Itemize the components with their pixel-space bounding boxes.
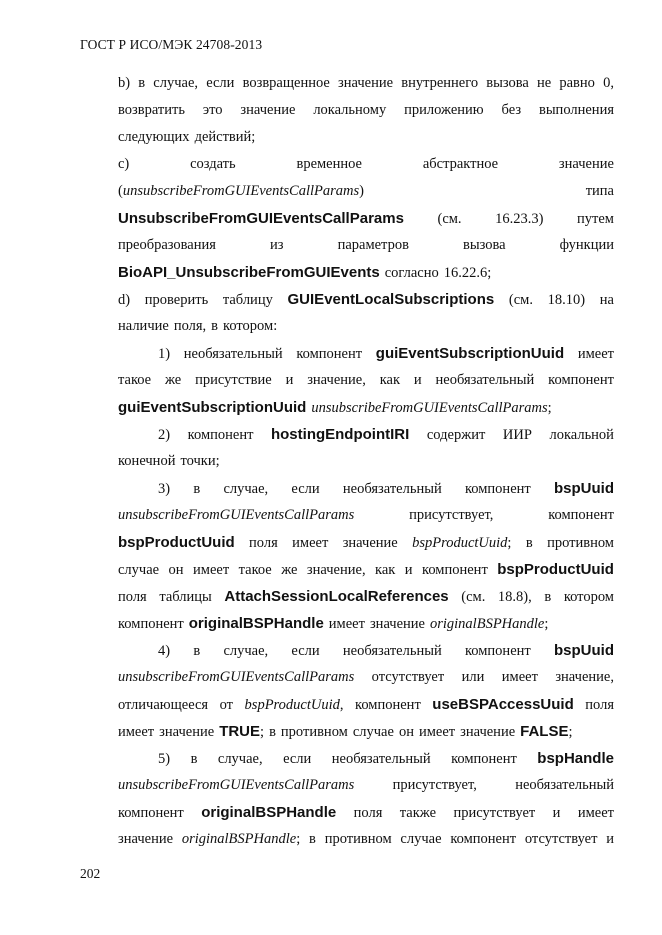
word: от xyxy=(219,697,234,713)
word: случае, xyxy=(153,75,199,91)
word: котором: xyxy=(223,318,278,334)
word: необязательный xyxy=(342,643,442,659)
word: имеет xyxy=(501,669,538,685)
word: отсутствует xyxy=(371,669,445,685)
word: таблицы xyxy=(159,589,212,605)
word: путем xyxy=(577,211,614,227)
word: если xyxy=(283,751,312,767)
word: имеет xyxy=(577,346,614,362)
word: в xyxy=(544,589,552,605)
word: необязательный xyxy=(183,346,283,362)
word: b) xyxy=(118,75,131,91)
document-body xyxy=(118,70,614,853)
text-line xyxy=(118,367,614,394)
text-line xyxy=(118,178,614,205)
word: в xyxy=(309,831,316,847)
word: значение xyxy=(369,616,425,632)
word: случае xyxy=(352,724,394,740)
word: в xyxy=(138,75,146,91)
word: отличающееся xyxy=(118,697,209,713)
word: и xyxy=(552,805,561,821)
word: локальному xyxy=(313,102,387,118)
text-line xyxy=(118,286,614,313)
word: компонент xyxy=(464,643,531,659)
word: компонент xyxy=(422,562,488,578)
word: значение, xyxy=(555,669,614,685)
word: 3) xyxy=(158,481,171,497)
text-line xyxy=(118,70,614,97)
text-line xyxy=(118,97,614,124)
word: необязательный xyxy=(342,481,442,497)
word: и xyxy=(404,562,413,578)
word: действий; xyxy=(194,129,256,145)
word: 16.23.3) xyxy=(495,211,544,227)
text-line xyxy=(118,772,614,799)
word: необязательный xyxy=(331,751,431,767)
word: или xyxy=(461,669,485,685)
word: 16.22.6; xyxy=(443,265,492,281)
word: поля xyxy=(585,697,614,713)
text-line xyxy=(118,799,614,826)
word: проверить xyxy=(144,292,209,308)
word: такое xyxy=(118,372,152,388)
word: в xyxy=(193,481,201,497)
word: поля xyxy=(118,589,147,605)
word: не xyxy=(537,75,552,91)
word: если xyxy=(291,643,320,659)
word: если xyxy=(291,481,320,497)
word: bspProductUuid; xyxy=(412,535,512,551)
word: и xyxy=(606,831,614,847)
word: значение xyxy=(338,75,394,91)
word: bspProductUuid, xyxy=(244,697,344,713)
word: он xyxy=(168,562,184,578)
text-line xyxy=(118,502,614,529)
page-number: 202 xyxy=(80,866,101,881)
word: как xyxy=(375,562,396,578)
word: компонент xyxy=(355,697,421,713)
text-line xyxy=(118,637,614,664)
word: TRUE; xyxy=(219,723,265,740)
word: таблицу xyxy=(222,292,273,308)
word: конечной xyxy=(118,453,176,469)
word: компонент xyxy=(548,372,614,388)
word: поля xyxy=(249,535,278,551)
word: компонент xyxy=(451,751,517,767)
word: абстрактное xyxy=(422,156,499,172)
word: имеет xyxy=(193,562,230,578)
word: локальной xyxy=(549,427,614,443)
word: как xyxy=(379,372,401,388)
word: отсутствует xyxy=(524,831,598,847)
page-header: ГОСТ Р ИСО/МЭК 24708-2013 xyxy=(80,37,263,52)
word: наличие xyxy=(118,318,169,334)
word: BioAPI_UnsubscribeFromGUIEvents xyxy=(118,264,380,281)
word: unsubscribeFromGUIEventsCallParams xyxy=(118,507,355,523)
word: AttachSessionLocalReferences xyxy=(224,588,449,605)
word: компонент xyxy=(450,831,517,847)
word: 1) xyxy=(158,346,171,362)
word: unsubscribeFromGUIEventsCallParams xyxy=(118,777,355,793)
word: guiEventSubscriptionUuid xyxy=(375,345,565,362)
word: ИИР xyxy=(502,427,532,443)
text-line xyxy=(118,475,614,502)
word: 0, xyxy=(603,75,614,91)
word: значение xyxy=(342,535,398,551)
word: в xyxy=(190,751,198,767)
text-line xyxy=(118,718,614,745)
word: значение xyxy=(159,724,215,740)
word: это xyxy=(202,102,223,118)
word: originalBSPHandle xyxy=(201,804,337,821)
word: и xyxy=(285,372,294,388)
word: случае xyxy=(400,831,442,847)
word: такое xyxy=(238,562,272,578)
text-line xyxy=(118,205,614,232)
word: GUIEventLocalSubscriptions xyxy=(287,291,495,308)
text-line xyxy=(118,448,614,475)
word: имеет xyxy=(328,616,365,632)
word: параметров xyxy=(337,237,409,253)
word: функции xyxy=(559,237,614,253)
word: значение xyxy=(118,831,174,847)
word: противном xyxy=(280,724,348,740)
word: unsubscribeFromGUIEventsCallParams xyxy=(118,669,355,685)
word: поля xyxy=(353,805,383,821)
word: преобразования xyxy=(118,237,216,253)
word: d) xyxy=(118,292,131,308)
word: 2) xyxy=(158,427,171,443)
word: имеет xyxy=(292,535,329,551)
word: 5) xyxy=(158,751,171,767)
word: useBSPAccessUuid xyxy=(432,696,574,713)
word: 4) xyxy=(158,643,171,659)
word: возвращенное xyxy=(242,75,330,91)
word: приложению xyxy=(404,102,484,118)
word: точки; xyxy=(180,453,220,469)
word: 18.8), xyxy=(497,589,532,605)
word: unsubscribeFromGUIEventsCallParams; xyxy=(311,400,552,416)
word: необязательный xyxy=(515,777,614,793)
text-line xyxy=(118,394,614,421)
text-line xyxy=(118,151,614,178)
word: вызова xyxy=(486,75,529,91)
word: имеет xyxy=(577,805,614,821)
word: согласно xyxy=(384,265,439,281)
text-line xyxy=(118,610,614,637)
word: имеет xyxy=(418,724,456,740)
word: значение xyxy=(240,102,296,118)
word: из xyxy=(270,237,284,253)
word: (см. xyxy=(437,211,462,227)
text-line xyxy=(118,556,614,583)
text-line xyxy=(118,826,614,853)
word: в xyxy=(193,643,201,659)
word: UnsubscribeFromGUIEventsCallParams xyxy=(118,210,404,227)
word: присутствие xyxy=(195,372,272,388)
text-line xyxy=(118,124,614,151)
word: и xyxy=(413,372,422,388)
word: в xyxy=(525,535,533,551)
text-line xyxy=(118,313,614,340)
word: на xyxy=(599,292,614,308)
word: если xyxy=(206,75,235,91)
word: hostingEndpointIRI xyxy=(270,426,410,443)
word: присутствует, xyxy=(409,507,494,523)
word: необязательный xyxy=(435,372,535,388)
word: равно xyxy=(559,75,595,91)
word: originalBSPHandle; xyxy=(429,616,549,632)
word: случае xyxy=(118,562,160,578)
word: он xyxy=(398,724,414,740)
word: котором xyxy=(563,589,614,605)
word: компонент xyxy=(548,507,614,523)
word: возвратить xyxy=(118,102,185,118)
text-line xyxy=(118,529,614,556)
word: поля, xyxy=(173,318,207,334)
word: присутствует xyxy=(453,805,536,821)
text-line xyxy=(118,583,614,610)
word: originalBSPHandle xyxy=(188,615,324,632)
word: случае, xyxy=(217,751,263,767)
word: же xyxy=(164,372,182,388)
word: присутствует, xyxy=(392,777,477,793)
word: значение, xyxy=(307,372,366,388)
word: компонент xyxy=(118,616,184,632)
word: (unsubscribeFromGUIEventsCallParams) xyxy=(118,183,364,199)
word: создать xyxy=(190,156,236,172)
word: originalBSPHandle; xyxy=(181,831,301,847)
word: вызова xyxy=(462,237,506,253)
word: компонент xyxy=(296,346,363,362)
word: в xyxy=(211,318,219,334)
word: случае, xyxy=(223,481,269,497)
word: bspUuid xyxy=(553,480,614,497)
text-line xyxy=(118,691,614,718)
word: 18.10) xyxy=(547,292,586,308)
word: значение xyxy=(460,724,516,740)
word: компонент xyxy=(118,805,184,821)
text-line xyxy=(118,421,614,448)
text-line xyxy=(118,259,614,286)
word: bspHandle xyxy=(537,750,614,767)
word: значение xyxy=(558,156,614,172)
word: guiEventSubscriptionUuid xyxy=(118,399,307,416)
word: (см. xyxy=(508,292,533,308)
text-line xyxy=(118,745,614,772)
word: же xyxy=(281,562,298,578)
word: противном xyxy=(547,535,614,551)
word: имеет xyxy=(118,724,155,740)
text-line xyxy=(118,340,614,367)
word: без xyxy=(501,102,522,118)
word: FALSE; xyxy=(520,723,573,740)
word: компонент xyxy=(464,481,531,497)
word: следующих xyxy=(118,129,190,145)
word: типа xyxy=(585,183,614,199)
word: c) xyxy=(118,156,130,172)
word: bspProductUuid xyxy=(497,561,614,578)
word: случае, xyxy=(223,643,269,659)
word: в xyxy=(269,724,276,740)
word: компонент xyxy=(187,427,254,443)
word: внутреннего xyxy=(401,75,479,91)
word: противном xyxy=(324,831,392,847)
word: bspUuid xyxy=(553,642,614,659)
word: значение, xyxy=(306,562,366,578)
word: bspProductUuid xyxy=(118,534,235,551)
word: (см. xyxy=(461,589,486,605)
word: содержит xyxy=(426,427,486,443)
word: выполнения xyxy=(538,102,614,118)
word: также xyxy=(399,805,437,821)
text-line xyxy=(118,232,614,259)
word: временное xyxy=(296,156,362,172)
text-line xyxy=(118,664,614,691)
